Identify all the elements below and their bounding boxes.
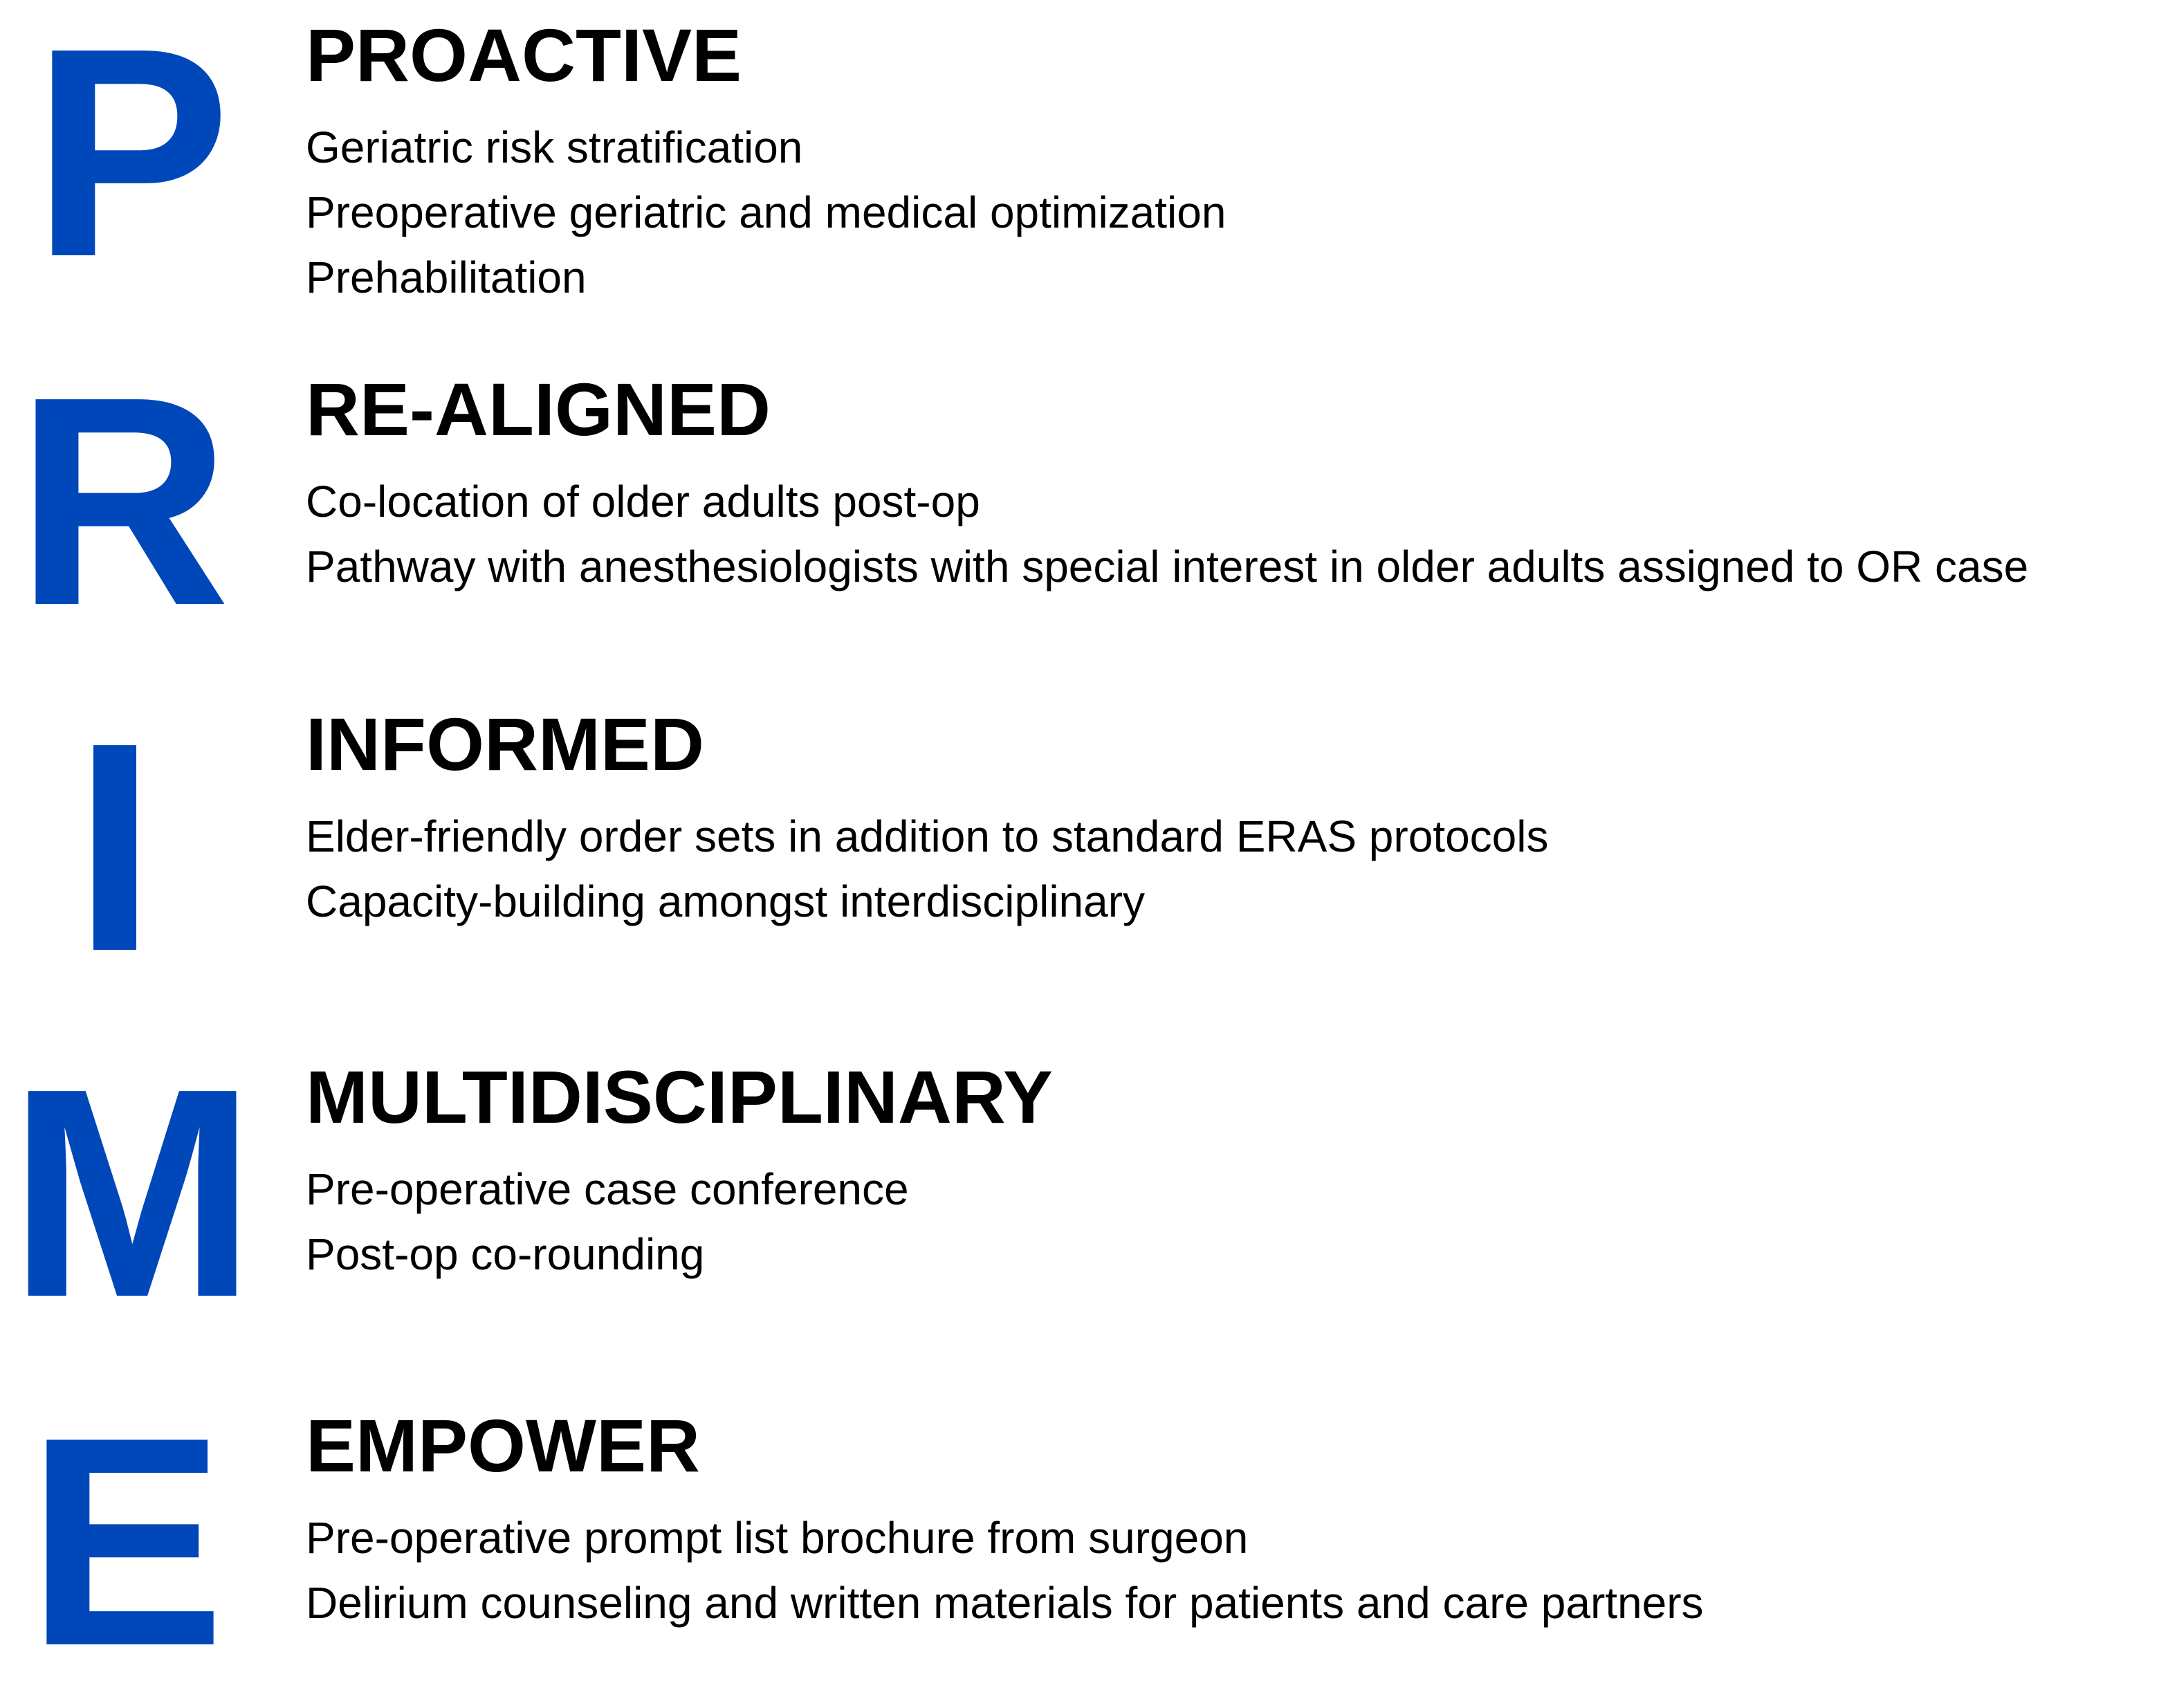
section-title-multidisciplinary: MULTIDISCIPLINARY [306,1055,1053,1139]
list-item: Pathway with anesthesiologists with special interest in older adults assigned to OR case [306,542,2029,591]
section-re-aligned [306,367,2160,599]
section-multidisciplinary [306,1055,2160,1287]
section-title-proactive: PROACTIVE [306,13,742,97]
section-items-multidisciplinary [306,1157,2160,1287]
section-empower [306,1404,2160,1635]
acronym-letter-i: I [73,681,156,1013]
section-title-empower: EMPOWER [306,1404,701,1487]
acronym-letter-m: M [8,1027,257,1359]
list-item: Pre-operative prompt list brochure from surgeon [306,1513,1249,1563]
acronym-letter-e: E [26,1376,226,1708]
section-title-informed: INFORMED [306,702,704,786]
list-item: Prehabilitation [306,252,587,302]
section-items-informed [306,804,2160,934]
list-item: Co-location of older adults post-op [306,477,980,526]
section-title-re-aligned: RE-ALIGNED [306,367,771,451]
list-item: Preoperative geriatric and medical optimization [306,187,1227,237]
list-item: Capacity-building amongst interdisciplinary [306,876,1146,926]
list-item: Elder-friendly order sets in addition to standard ERAS protocols [306,811,1549,861]
section-items-re-aligned [306,469,2160,599]
list-item: Pre-operative case conference [306,1164,909,1214]
section-items-proactive [306,115,2160,310]
acronym-letter-r: R [15,336,231,668]
section-items-empower [306,1505,2160,1635]
list-item: Geriatric risk stratification [306,122,803,172]
section-proactive [306,13,2160,310]
list-item: Delirium counseling and written materials for patients and care partners [306,1578,1704,1628]
section-informed [306,702,2160,934]
acronym-letter-p: P [32,0,231,319]
list-item: Post-op co-rounding [306,1229,705,1279]
